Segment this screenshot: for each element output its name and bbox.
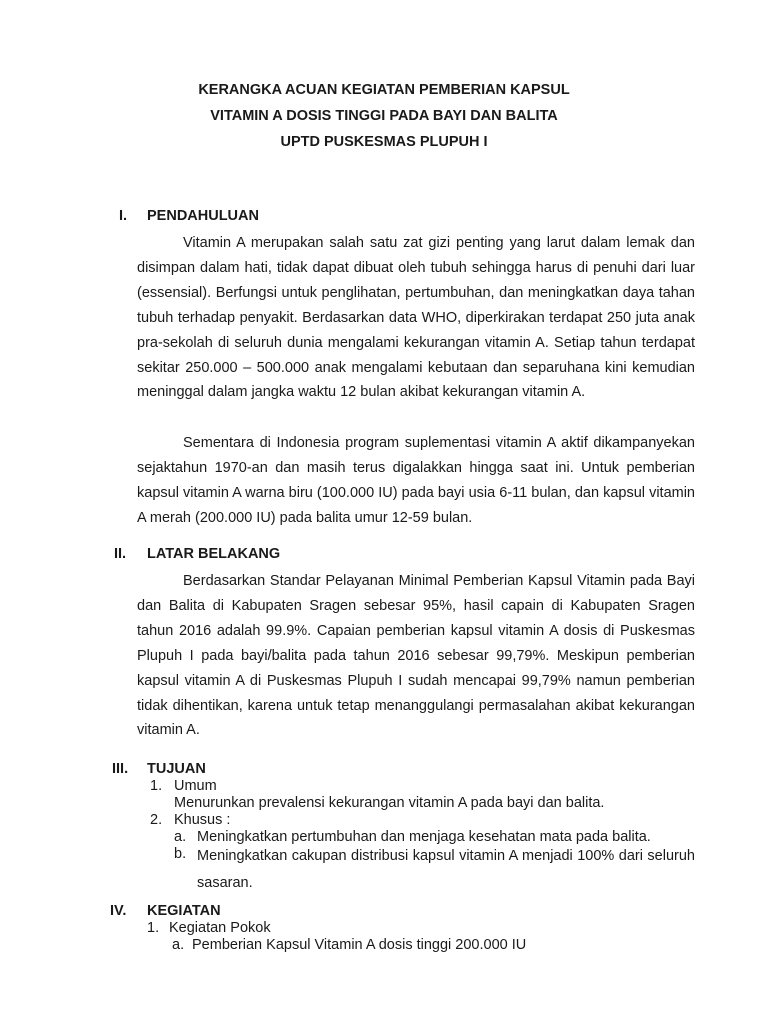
tujuan-sub-a-text: Meningkatkan pertumbuhan dan menjaga kesehatan mata pada balita. [197, 829, 651, 845]
doc-title-line-1: KERANGKA ACUAN KEGIATAN PEMBERIAN KAPSUL [198, 82, 570, 98]
doc-title-line-2: VITAMIN A DOSIS TINGGI PADA BAYI DAN BALITA [210, 108, 558, 124]
section-2-paragraph-1: Berdasarkan Standar Pelayanan Minimal Pemberian Kapsul Vitamin pada Bayi dan Balita di Kabupaten Sragen sebesar 95%, hasil capain di Kabupaten Sragen tahun 2016 adalah 99.9%. Capaian pemberian kapsul vitamin A dosis di Puskesmas Plupuh I pada bayi/balita pada tahun 2016 sebesar 99,79%. Meskipun pemberian kapsul vitamin A di Puskesmas Plupuh I sudah mencapai 99,79% namun pemberian tidak dihentikan, karena untuk tetap menanggulangi permasalahan akibat kekurangan vitamin A. [137, 573, 695, 739]
section-1-paragraph-2: Sementara di Indonesia program suplementasi vitamin A aktif dikampanyekan sejaktahun 1970-an dan masih terus digalakkan hingga saat ini. Untuk pemberian kapsul vitamin A warna biru (100.000 IU) pada bayi usia 6-11 bulan, dan kapsul vitamin A merah (200.000 IU) pada balita umur 12-59 bulan. [137, 435, 695, 526]
kegiatan-item-1-label: Kegiatan Pokok [169, 920, 271, 936]
section-1-number: I. [119, 208, 128, 224]
kegiatan-item-1-number: 1. [147, 920, 160, 936]
tujuan-sub-a-number: a. [174, 829, 187, 845]
tujuan-item-2-label: Khusus : [174, 812, 231, 828]
tujuan-sub-b-text: Meningkatkan cakupan distribusi kapsul vitamin A menjadi 100% dari seluruh sasaran. [197, 848, 695, 891]
kegiatan-sub-a-text: Pemberian Kapsul Vitamin A dosis tinggi 200.000 IU [192, 937, 527, 953]
section-2-number: II. [114, 546, 127, 562]
section-1-paragraph-1: Vitamin A merupakan salah satu zat gizi penting yang larut dalam lemak dan disimpan dalam hati, tidak dapat dibuat oleh tubuh sehingga harus di penuhi dari luar (essensial). Berfungsi untuk penglihatan, pertumbuhan, dan meningkatkan daya tahan tubuh terhadap penyakit. Berdasarkan data WHO, diperkirakan terdapat 250 juta anak pra-sekolah di seluruh dunia mengalami kekurangan vitamin A. Setiap tahun terdapat sekitar 250.000 – 500.000 anak mengalami kebutaan dan separuhana kini kemudian meninggal dalam jangka waktu 12 bulan akibat kekurangan vitamin A. [137, 235, 695, 401]
section-3-heading: TUJUAN [147, 761, 206, 777]
section-4-heading: KEGIATAN [147, 903, 221, 919]
section-2-heading: LATAR BELAKANG [147, 546, 281, 562]
tujuan-sub-b-number: b. [174, 846, 187, 862]
kegiatan-sub-a-number: a. [172, 937, 185, 953]
tujuan-item-1-text: Menurunkan prevalensi kekurangan vitamin A pada bayi dan balita. [174, 795, 605, 811]
tujuan-item-2-number: 2. [150, 812, 163, 828]
section-4-number: IV. [110, 903, 127, 919]
section-3-number: III. [112, 761, 129, 777]
tujuan-item-1-number: 1. [150, 778, 163, 794]
section-1-heading: PENDAHULUAN [147, 208, 259, 224]
tujuan-item-1-label: Umum [174, 778, 217, 794]
doc-title-line-3: UPTD PUSKESMAS PLUPUH I [280, 134, 488, 150]
